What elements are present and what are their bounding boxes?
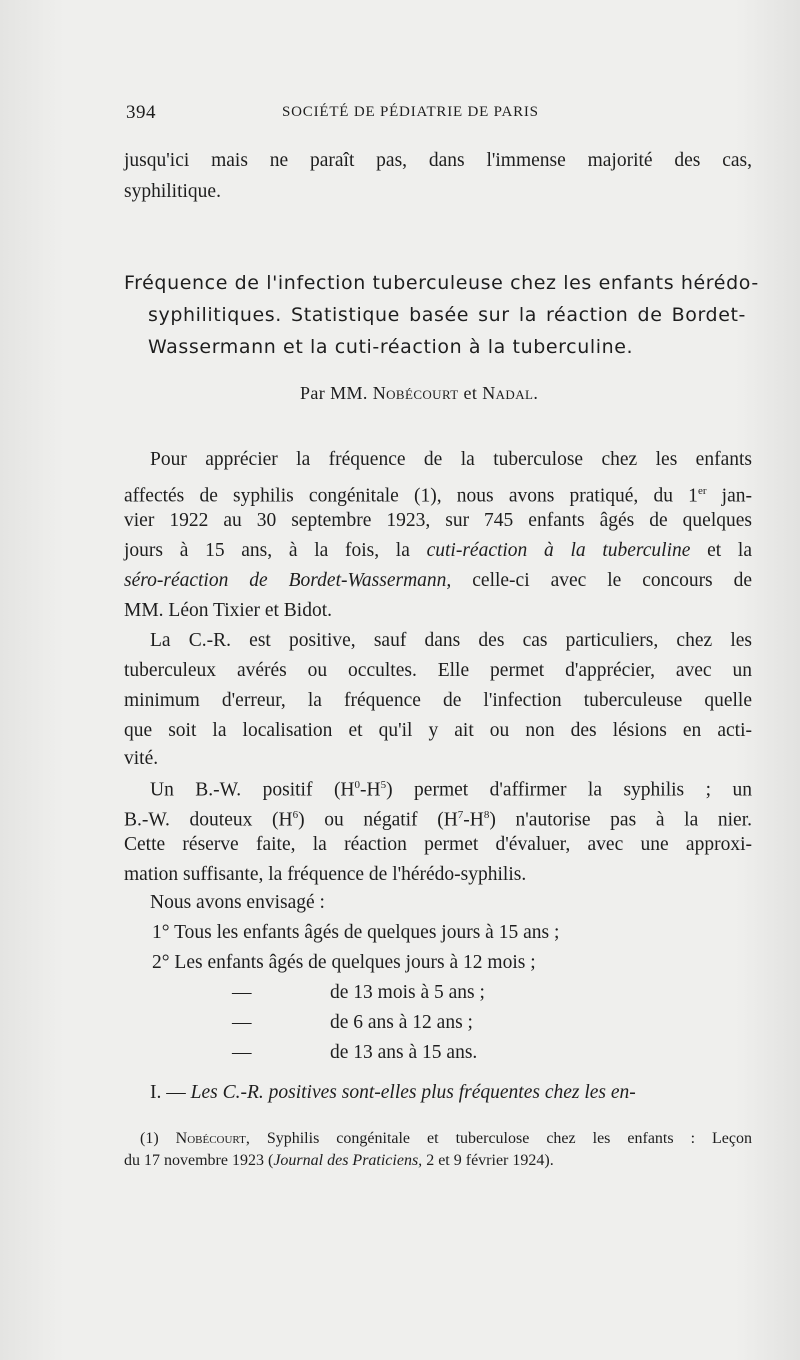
page-header	[126, 102, 742, 132]
para2-line-5: vité.	[124, 748, 159, 769]
para3-line-2: B.-W. douteux $(H^6)$ ou négatif $(H^7-H^8)$ n'autorise pas à la nier.	[124, 809, 753, 831]
author-nobecourt: Nobécourt	[372, 383, 459, 403]
list-intro: Nous avons envisagé :	[150, 892, 325, 913]
list-dash-3: —	[232, 1042, 252, 1063]
para3-line-3: Cette réserve faite, la réaction permet d'évaluer, avec une approxi-	[124, 834, 752, 855]
list-item-1: 1° Tous les enfants âgés de quelques jours à 15 ans ;	[152, 922, 560, 943]
para2-line-2: tuberculeux avérés ou occultes. Elle permet d'apprécier, avec un	[124, 660, 752, 681]
footnote-line-1: (1) Nobécourt, Syphilis congénitale et tuberculose chez les enfants : Leçon	[140, 1130, 753, 1147]
para1-line-4: jours à 15 ans, à la fois, la cuti-réaction à la tuberculine et la	[124, 540, 752, 561]
section-heading-text: Les C.-R. positives sont-elles plus fréquentes chez les en-	[190, 1082, 636, 1103]
byline-prefix: Par MM.	[300, 383, 368, 403]
para3-line-1: Un B.-W. positif $(H^0-H^5)$ permet d'affirmer la syphilis ; un	[150, 779, 752, 801]
para1-line-1: Pour apprécier la fréquence de la tuberculose chez les enfants	[150, 449, 752, 470]
list-dash-2: —	[232, 1012, 252, 1033]
list-sub-2: de 6 ans à 12 ans ;	[330, 1012, 473, 1033]
para2-line-3: minimum d'erreur, la fréquence de l'infection tuberculeuse quelle	[124, 690, 752, 711]
author-nadal: Nadal.	[482, 383, 539, 403]
running-title: SOCIÉTÉ DE PÉDIATRIE DE PARIS	[282, 104, 539, 120]
article-title-line-3: Wassermann et la cuti-réaction à la tuberculine.	[148, 336, 634, 358]
para2-line-4: que soit la localisation et qu'il y ait ou non des lésions en acti-	[124, 720, 752, 741]
list-sub-1: de 13 mois à 5 ans ;	[330, 982, 485, 1003]
byline-and: et	[463, 383, 478, 403]
para1-line-5: séro-réaction de Bordet-Wassermann, celle-ci avec le concours de	[124, 570, 752, 591]
footnote-line-2: du 17 novembre 1923 (Journal des Praticiens, 2 et 9 février 1924).	[124, 1152, 554, 1169]
byline	[300, 383, 538, 404]
list-item-2: 2° Les enfants âgés de quelques jours à 12 mois ;	[152, 952, 536, 973]
list-sub-3: de 13 ans à 15 ans.	[330, 1042, 478, 1063]
continuation-line-2: syphilitique.	[124, 181, 221, 202]
article-title-line-1: Fréquence de l'infection tuberculeuse chez les enfants hérédo-	[124, 272, 759, 294]
para1-line-3: vier 1922 au 30 septembre 1923, sur 745 enfants âgés de quelques	[124, 510, 752, 531]
para1-line-2: affectés de syphilis congénitale (1), nous avons pratiqué, du 1er jan-	[124, 485, 752, 507]
section-numeral: I. —	[150, 1082, 186, 1103]
list-dash-1: —	[232, 982, 252, 1003]
section-heading	[150, 1078, 752, 1108]
article-title-line-2: syphilitiques. Statistique basée sur la réaction de Bordet-	[148, 304, 746, 326]
para1-line-6: MM. Léon Tixier et Bidot.	[124, 600, 333, 621]
para2-line-1: La C.-R. est positive, sauf dans des cas particuliers, chez les	[150, 630, 752, 651]
para3-line-4: mation suffisante, la fréquence de l'hérédo-syphilis.	[124, 864, 527, 885]
continuation-line-1: jusqu'ici mais ne paraît pas, dans l'immense majorité des cas,	[124, 150, 752, 171]
page-number: 394	[126, 102, 156, 123]
footnote-ref: 1	[420, 485, 431, 507]
